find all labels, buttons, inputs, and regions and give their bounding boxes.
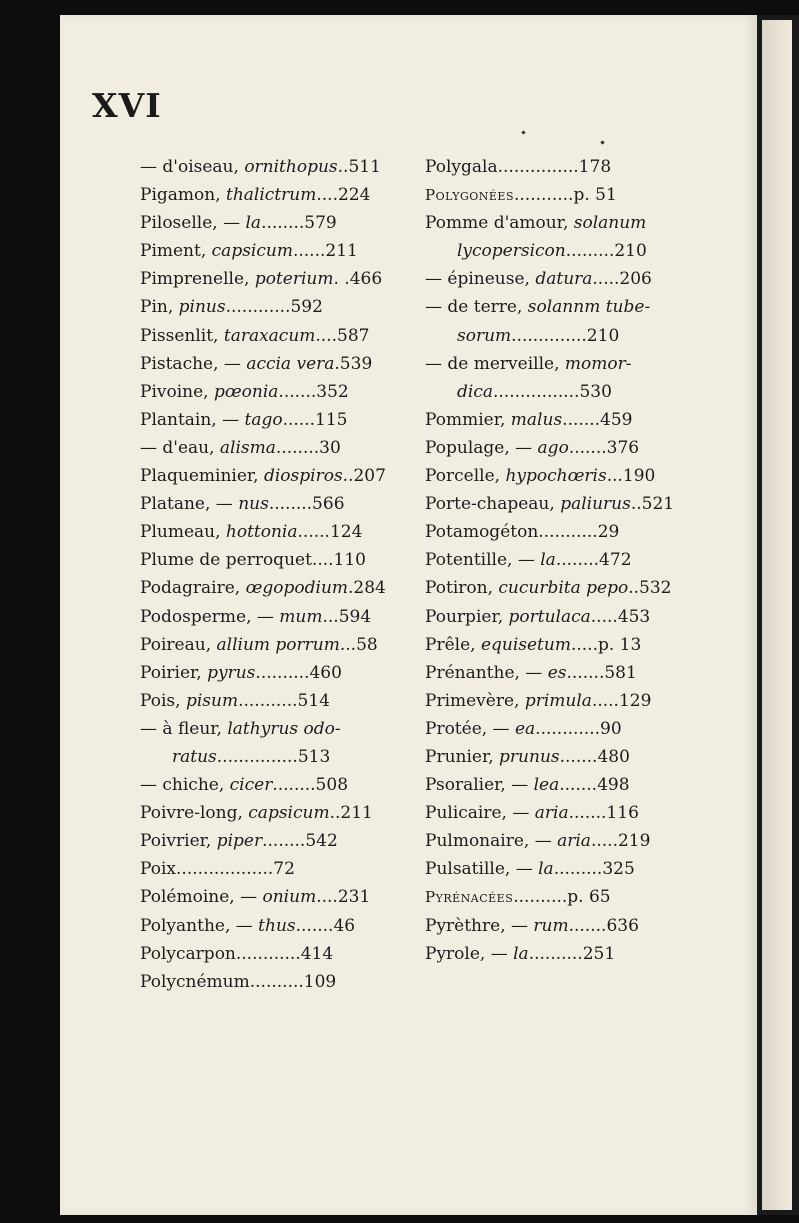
entry-page-ref: ...58 bbox=[339, 634, 378, 655]
entry-term: Poivrier, bbox=[140, 831, 217, 852]
entry-latin-name: capsicum bbox=[211, 241, 293, 262]
entry-page-ref: .....453 bbox=[590, 606, 651, 627]
entry-latin-name: taraxacum bbox=[223, 325, 316, 346]
entry-term: Potamogéton bbox=[425, 522, 539, 543]
index-entry bbox=[140, 687, 430, 715]
entry-page-ref: ..521 bbox=[630, 494, 675, 515]
entry-page-ref: ..........109 bbox=[249, 971, 337, 992]
entry-term: Polygonées bbox=[425, 186, 514, 205]
entry-latin-name: thus bbox=[258, 915, 296, 936]
entry-latin-name: solanum bbox=[573, 213, 647, 234]
entry-latin-name: prunus bbox=[499, 746, 560, 767]
entry-page-ref: ........472 bbox=[555, 550, 632, 571]
index-entry bbox=[140, 631, 430, 659]
entry-latin-name: allium porrum bbox=[216, 634, 340, 655]
entry-latin-name: ago bbox=[537, 437, 569, 458]
index-entry bbox=[425, 912, 698, 940]
index-entry bbox=[425, 715, 698, 743]
entry-term: Pulsatille, — bbox=[425, 859, 539, 880]
entry-page-ref: ..511 bbox=[337, 157, 381, 177]
entry-term: Polyanthe, — bbox=[140, 915, 259, 936]
entry-term: — épineuse, bbox=[425, 269, 536, 290]
entry-term: Protée, — bbox=[425, 718, 515, 739]
entry-page-ref: .......581 bbox=[566, 662, 637, 683]
entry-term: — à fleur, bbox=[140, 718, 228, 739]
index-entry bbox=[140, 799, 430, 827]
entry-latin-name: equisetum bbox=[480, 634, 571, 655]
index-entry bbox=[140, 434, 430, 462]
entry-page-ref: ..............210 bbox=[511, 325, 620, 346]
entry-latin-name: poterium bbox=[254, 269, 334, 290]
index-entry bbox=[425, 406, 698, 434]
entry-latin-name: cucurbita pepo bbox=[498, 578, 629, 599]
entry-latin-name: sorum bbox=[457, 325, 512, 346]
entry-term: Pyrénacées bbox=[425, 888, 514, 907]
index-entry bbox=[425, 855, 698, 883]
index-entry bbox=[140, 265, 430, 293]
entry-term: — de merveille, bbox=[425, 353, 565, 374]
index-entry bbox=[425, 518, 698, 546]
entry-page-ref: ..207 bbox=[342, 466, 386, 487]
entry-term: Pulicaire, — bbox=[425, 803, 535, 824]
entry-page-ref: ..........251 bbox=[528, 943, 616, 964]
entry-term: Polycarpon bbox=[140, 943, 236, 964]
index-entry bbox=[140, 855, 430, 883]
entry-page-ref: .......636 bbox=[568, 915, 639, 936]
entry-latin-name: hypochœris bbox=[505, 466, 607, 487]
entry-page-ref: ......124 bbox=[297, 522, 363, 543]
entry-page-ref: ..........p. 65 bbox=[513, 887, 611, 908]
index-entry bbox=[425, 799, 698, 827]
entry-term: Pyrole, — bbox=[425, 943, 514, 964]
index-entry bbox=[425, 490, 698, 518]
index-entry bbox=[140, 237, 430, 265]
entry-latin-name: la bbox=[513, 943, 529, 964]
entry-term: Pin, bbox=[140, 297, 179, 318]
entry-term: Polycnémum bbox=[140, 971, 250, 992]
entry-term: Pigamon, bbox=[140, 185, 227, 206]
index-entry bbox=[425, 265, 698, 293]
index-entry bbox=[140, 490, 430, 518]
entry-latin-name: accia vera bbox=[246, 353, 335, 374]
entry-term: Podagraire, bbox=[140, 578, 246, 599]
entry-latin-name: alisma bbox=[219, 437, 276, 458]
entry-latin-name: datura bbox=[535, 269, 593, 290]
entry-term: Porcelle, bbox=[425, 466, 506, 487]
entry-page-ref: ........566 bbox=[268, 494, 345, 515]
index-entry bbox=[140, 715, 430, 743]
entry-latin-name: thalictrum bbox=[226, 185, 317, 206]
entry-term: — de terre, bbox=[425, 297, 528, 318]
entry-latin-name: aria bbox=[557, 831, 591, 852]
entry-term: Poix bbox=[140, 859, 177, 880]
index-entry bbox=[140, 940, 430, 968]
index-entry bbox=[425, 181, 698, 209]
entry-term: Poirier, bbox=[140, 662, 208, 683]
index-entry bbox=[140, 827, 430, 855]
entry-page-ref: .......46 bbox=[295, 915, 356, 936]
entry-term: Porte-chapeau, bbox=[425, 494, 561, 515]
index-entry bbox=[425, 153, 698, 181]
entry-term: Poivre-long, bbox=[140, 803, 249, 824]
index-entry bbox=[425, 827, 698, 855]
entry-term: Plumeau, bbox=[140, 522, 226, 543]
index-entry bbox=[140, 574, 430, 602]
entry-page-ref: .......352 bbox=[278, 381, 349, 402]
entry-latin-name: paliurus bbox=[560, 494, 631, 515]
index-entry bbox=[140, 462, 430, 490]
entry-term: Piment, bbox=[140, 241, 212, 262]
entry-term: — d'eau, bbox=[140, 437, 220, 458]
entry-term: Pois, bbox=[140, 690, 186, 711]
entry-term: Pourpier, bbox=[425, 606, 509, 627]
entry-latin-name: capsicum bbox=[248, 803, 330, 824]
entry-latin-name: piper bbox=[216, 831, 263, 852]
entry-term: Podosperme, — bbox=[140, 606, 280, 627]
index-entry bbox=[425, 293, 698, 321]
entry-term: Plantain, — bbox=[140, 409, 245, 430]
entry-page-ref: ...............513 bbox=[216, 746, 331, 767]
index-entry bbox=[140, 406, 430, 434]
entry-latin-name: momor- bbox=[564, 353, 632, 374]
entry-term: Polygala bbox=[425, 157, 498, 177]
entry-latin-name: primula bbox=[524, 690, 592, 711]
entry-page-ref: .284 bbox=[348, 578, 386, 599]
entry-page-ref: ....231 bbox=[316, 887, 371, 908]
entry-page-ref: . .466 bbox=[333, 269, 383, 290]
entry-page-ref: ..........460 bbox=[255, 662, 342, 683]
entry-page-ref: ..................72 bbox=[176, 859, 295, 880]
index-entry bbox=[140, 743, 430, 771]
index-entry bbox=[140, 546, 430, 574]
entry-term: Pimprenelle, bbox=[140, 269, 255, 290]
entry-term: Plaqueminier, bbox=[140, 466, 264, 487]
entry-page-ref: ...........p. 51 bbox=[514, 185, 617, 206]
entry-latin-name: malus bbox=[510, 409, 563, 430]
index-entry bbox=[425, 209, 698, 237]
index-entry bbox=[140, 153, 430, 181]
entry-page-ref: ........30 bbox=[275, 437, 341, 458]
entry-page-ref: ............414 bbox=[235, 943, 334, 964]
index-column-right bbox=[425, 153, 698, 968]
index-entry bbox=[425, 574, 698, 602]
entry-latin-name: lea bbox=[533, 775, 560, 796]
entry-latin-name: tago bbox=[244, 409, 283, 430]
entry-latin-name: œgopodium bbox=[245, 578, 349, 599]
index-entry bbox=[140, 378, 430, 406]
entry-page-ref: .......498 bbox=[559, 775, 630, 796]
entry-page-ref: ............90 bbox=[535, 718, 622, 739]
index-entry bbox=[140, 209, 430, 237]
entry-latin-name: pyrus bbox=[207, 662, 256, 683]
index-entry bbox=[425, 631, 698, 659]
entry-page-ref: ..211 bbox=[329, 803, 373, 824]
entry-page-ref: .......480 bbox=[559, 746, 630, 767]
index-entry bbox=[425, 940, 698, 968]
entry-page-ref: .....219 bbox=[590, 831, 651, 852]
entry-page-ref: ................530 bbox=[492, 381, 612, 402]
entry-latin-name: ratus bbox=[172, 746, 217, 767]
entry-page-ref: .539 bbox=[334, 353, 373, 374]
entry-term: Pomme d'amour, bbox=[425, 213, 574, 234]
entry-term: Piloselle, — bbox=[140, 213, 246, 234]
entry-term: Prunier, bbox=[425, 746, 500, 767]
index-entry bbox=[140, 659, 430, 687]
entry-latin-name: portulaca bbox=[508, 606, 591, 627]
page-number: XVI bbox=[92, 86, 162, 125]
entry-page-ref: ....224 bbox=[316, 185, 371, 206]
index-entry bbox=[140, 912, 430, 940]
index-entry bbox=[140, 181, 430, 209]
index-entry bbox=[140, 968, 430, 996]
index-entry bbox=[425, 771, 698, 799]
entry-page-ref: ..532 bbox=[628, 578, 672, 599]
index-entry bbox=[425, 322, 698, 350]
entry-latin-name: cicer bbox=[229, 775, 273, 796]
entry-term: — d'oiseau, bbox=[140, 157, 245, 177]
entry-page-ref: .........210 bbox=[565, 241, 647, 262]
entry-term: Pyrèthre, — bbox=[425, 915, 534, 936]
entry-page-ref: ....110 bbox=[311, 550, 366, 571]
index-column-left bbox=[140, 153, 430, 996]
entry-term: Platane, — bbox=[140, 494, 239, 515]
entry-page-ref: .......116 bbox=[568, 803, 639, 824]
index-entry bbox=[140, 293, 430, 321]
entry-term: Prêle, bbox=[425, 634, 481, 655]
entry-term: Poireau, bbox=[140, 634, 217, 655]
entry-latin-name: lathyrus odo- bbox=[227, 718, 341, 739]
index-entry bbox=[425, 462, 698, 490]
entry-page-ref: .......376 bbox=[568, 437, 640, 458]
entry-latin-name: lycopersicon bbox=[457, 241, 566, 262]
entry-latin-name: rum bbox=[533, 915, 569, 936]
page-edge bbox=[762, 20, 792, 1210]
entry-term: Plume de perroquet bbox=[140, 550, 312, 571]
entry-term: — chiche, bbox=[140, 775, 230, 796]
index-entry bbox=[425, 237, 698, 265]
entry-page-ref: ........542 bbox=[262, 831, 338, 852]
entry-term: Potiron, bbox=[425, 578, 499, 599]
entry-latin-name: solannm tube- bbox=[527, 297, 651, 318]
entry-page-ref: ......115 bbox=[282, 409, 348, 430]
entry-term: Potentille, — bbox=[425, 550, 541, 571]
entry-term: Pommier, bbox=[425, 409, 511, 430]
entry-term: Psoralier, — bbox=[425, 775, 534, 796]
index-entry bbox=[425, 350, 698, 378]
entry-latin-name: aria bbox=[534, 803, 569, 824]
index-entry bbox=[425, 743, 698, 771]
entry-page-ref: .......459 bbox=[562, 409, 633, 430]
entry-latin-name: es bbox=[547, 662, 567, 683]
entry-page-ref: ...............178 bbox=[497, 157, 612, 177]
entry-latin-name: la bbox=[538, 859, 554, 880]
index-entry bbox=[425, 434, 698, 462]
entry-latin-name: la bbox=[540, 550, 556, 571]
index-entry bbox=[140, 771, 430, 799]
entry-latin-name: ornithopus bbox=[244, 157, 338, 177]
entry-page-ref: ........508 bbox=[272, 775, 349, 796]
entry-latin-name: la bbox=[245, 213, 262, 234]
entry-term: Primevère, bbox=[425, 690, 525, 711]
entry-term: Prénanthe, — bbox=[425, 662, 548, 683]
entry-term: Populage, — bbox=[425, 437, 538, 458]
entry-latin-name: hottonia bbox=[225, 522, 298, 543]
entry-latin-name: mum bbox=[279, 606, 323, 627]
entry-latin-name: dica bbox=[457, 381, 493, 402]
entry-latin-name: ea bbox=[514, 718, 536, 739]
index-entry bbox=[425, 378, 698, 406]
entry-latin-name: pisum bbox=[185, 690, 239, 711]
entry-term: Polémoine, — bbox=[140, 887, 263, 908]
entry-page-ref: .........325 bbox=[553, 859, 635, 880]
entry-term: Pulmonaire, — bbox=[425, 831, 558, 852]
entry-latin-name: pinus bbox=[178, 297, 226, 318]
entry-term: Pistache, — bbox=[140, 353, 247, 374]
entry-page-ref: ...594 bbox=[322, 606, 372, 627]
index-entry bbox=[140, 883, 430, 911]
entry-page-ref: ...........514 bbox=[238, 690, 330, 711]
index-entry bbox=[140, 322, 430, 350]
entry-latin-name: onium bbox=[262, 887, 317, 908]
entry-term: Pissenlit, bbox=[140, 325, 224, 346]
entry-page-ref: ......211 bbox=[292, 241, 358, 262]
entry-latin-name: nus bbox=[238, 494, 269, 515]
index-entry bbox=[425, 883, 698, 911]
entry-page-ref: ...190 bbox=[606, 466, 656, 487]
entry-page-ref: ....587 bbox=[315, 325, 370, 346]
entry-page-ref: ............592 bbox=[225, 297, 323, 318]
entry-page-ref: ........579 bbox=[261, 213, 337, 234]
entry-page-ref: .....206 bbox=[592, 269, 652, 290]
index-entry bbox=[140, 518, 430, 546]
index-entry bbox=[425, 603, 698, 631]
entry-latin-name: pœonia bbox=[213, 381, 279, 402]
index-entry bbox=[140, 350, 430, 378]
entry-page-ref: .....p. 13 bbox=[570, 634, 642, 655]
entry-latin-name: diospiros bbox=[263, 466, 343, 487]
entry-page-ref: ...........29 bbox=[538, 522, 620, 543]
entry-page-ref: .....129 bbox=[591, 690, 652, 711]
index-entry bbox=[425, 659, 698, 687]
entry-term: Pivoine, bbox=[140, 381, 214, 402]
index-entry bbox=[425, 687, 698, 715]
index-entry bbox=[140, 603, 430, 631]
index-entry bbox=[425, 546, 698, 574]
